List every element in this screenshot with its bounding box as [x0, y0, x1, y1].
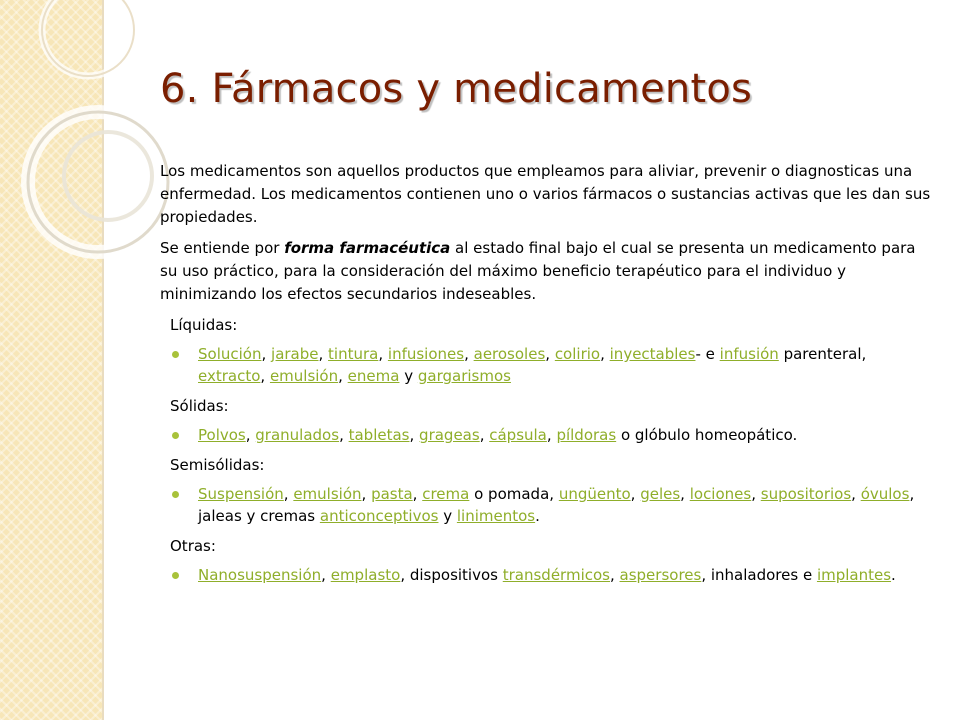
term-link[interactable]: infusión	[719, 345, 779, 363]
term-link[interactable]: cápsula	[489, 426, 547, 444]
page-title: 6. Fármacos y medicamentos	[160, 66, 753, 112]
separator-text: ,	[339, 426, 349, 444]
term-link[interactable]: tintura	[328, 345, 379, 363]
separator-text: , jaleas y cremas	[198, 485, 915, 525]
term-link[interactable]: aerosoles	[473, 345, 546, 363]
term-link[interactable]: emulsión	[269, 367, 339, 385]
separator-text: , dispositivos	[400, 566, 503, 584]
separator-text: ,	[479, 426, 490, 444]
separator-text: y	[438, 507, 457, 525]
definition-text-after: al estado final bajo el cual se presenta un medicamento para su uso práctico, para la consideración del máximo beneficio terapéutico para el individuo y minimizando los efectos secundarios indeseables.	[160, 239, 916, 303]
term-link[interactable]: emplasto	[330, 566, 401, 584]
term-link[interactable]: pasta	[371, 485, 413, 503]
separator-text: ,	[751, 485, 761, 503]
separator-text: ,	[283, 485, 294, 503]
separator-text: , inhaladores e	[701, 566, 817, 584]
term-link[interactable]: crema	[422, 485, 470, 503]
term-link[interactable]: enema	[347, 367, 400, 385]
term-link[interactable]: óvulos	[860, 485, 910, 503]
section-label: Semisólidas:	[170, 456, 265, 474]
separator-text: ,	[546, 426, 557, 444]
separator-text: ,	[318, 345, 329, 363]
term-link[interactable]: Solución	[198, 345, 262, 363]
term-link[interactable]: emulsión	[293, 485, 362, 503]
term-link[interactable]: infusiones	[387, 345, 465, 363]
separator-text: ,	[409, 426, 420, 444]
term-link[interactable]: lociones	[689, 485, 752, 503]
term-link[interactable]: supositorios	[760, 485, 852, 503]
separator-text: y	[399, 367, 418, 385]
separator-text: ,	[260, 367, 270, 385]
term-link[interactable]: geles	[640, 485, 681, 503]
term-link[interactable]: Polvos	[198, 426, 246, 444]
separator-text: .	[891, 566, 896, 584]
term-link[interactable]: transdérmicos	[502, 566, 610, 584]
decorative-circles	[0, 0, 180, 320]
term-link[interactable]: jarabe	[271, 345, 319, 363]
separator-text: o glóbulo homeopático.	[616, 426, 798, 444]
definition-term: forma farmacéutica	[284, 239, 451, 257]
separator-text: ,	[261, 345, 272, 363]
term-link[interactable]: inyectables	[609, 345, 696, 363]
bullet-item	[170, 424, 935, 446]
separator-text: ,	[545, 345, 555, 363]
separator-text: parenteral,	[778, 345, 867, 363]
separator-text: .	[535, 507, 540, 525]
term-link[interactable]: Suspensión	[198, 485, 284, 503]
definition-paragraph	[160, 237, 935, 306]
separator-text: ,	[609, 566, 620, 584]
separator-text: ,	[321, 566, 331, 584]
separator-text: - e	[695, 345, 720, 363]
term-link[interactable]: linimentos	[456, 507, 536, 525]
separator-text: ,	[338, 367, 348, 385]
term-link[interactable]: aspersores	[619, 566, 702, 584]
term-link[interactable]: colirio	[554, 345, 601, 363]
separator-text: ,	[464, 345, 474, 363]
separator-text: ,	[600, 345, 610, 363]
content-body	[160, 160, 935, 594]
term-link[interactable]: anticonceptivos	[319, 507, 439, 525]
separator-text: ,	[378, 345, 388, 363]
separator-text: o pomada,	[469, 485, 559, 503]
term-link[interactable]: granulados	[255, 426, 340, 444]
term-link[interactable]: ungüento	[558, 485, 631, 503]
term-link[interactable]: implantes	[816, 566, 892, 584]
separator-text: ,	[361, 485, 372, 503]
separator-text: ,	[245, 426, 256, 444]
separator-text: ,	[851, 485, 861, 503]
separator-text: ,	[412, 485, 423, 503]
term-link[interactable]: píldoras	[556, 426, 617, 444]
intro-paragraph: Los medicamentos son aquellos productos que empleamos para aliviar, prevenir o diagnosticas una enfermedad. Los medicamentos contienen uno o varios fármacos o sustancias activas que les dan sus propiedades.	[160, 162, 931, 226]
bullet-item	[170, 483, 935, 527]
term-link[interactable]: extracto	[198, 367, 261, 385]
term-link[interactable]: tabletas	[348, 426, 410, 444]
separator-text: ,	[680, 485, 690, 503]
bullet-item	[170, 564, 935, 586]
section-label: Sólidas:	[170, 397, 229, 415]
term-link[interactable]: gargarismos	[417, 367, 511, 385]
dosage-forms-list	[160, 314, 935, 586]
term-link[interactable]: Nanosuspensión	[198, 566, 322, 584]
term-link[interactable]: grageas	[419, 426, 480, 444]
section-label: Otras:	[170, 537, 216, 555]
separator-text: ,	[630, 485, 641, 503]
section-label: Líquidas:	[170, 316, 238, 334]
bullet-item	[170, 343, 935, 387]
definition-text-before: Se entiende por	[160, 239, 285, 257]
